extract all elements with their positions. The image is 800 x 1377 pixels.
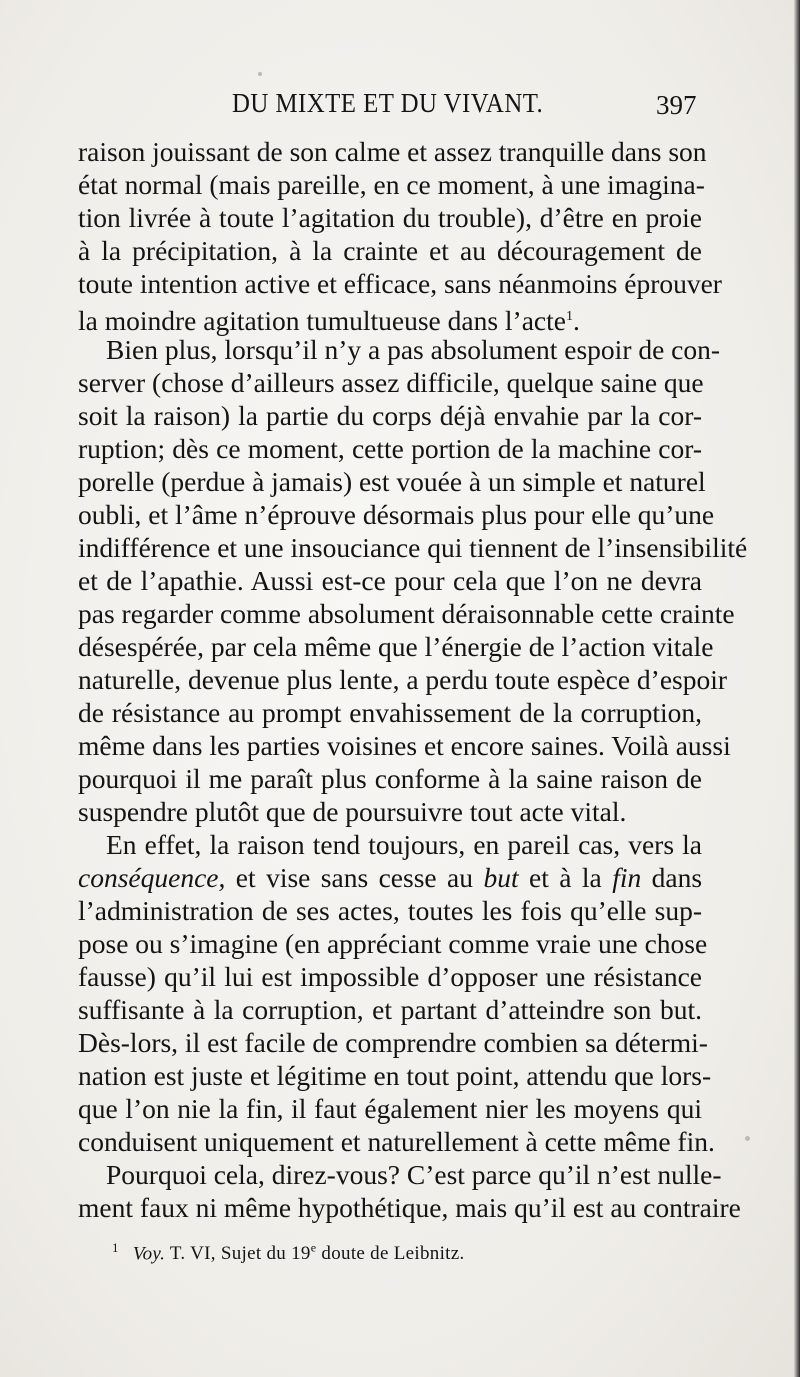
- text-line: pourquoi il me paraît plus conforme à la saine raison de: [78, 763, 702, 794]
- text-line: oubli, et l’âme n’éprouve désormais plus pour elle qu’une: [78, 499, 715, 530]
- text-line: nation est juste et légitime en tout point, attendu que lors-: [78, 1060, 712, 1091]
- text-line: toute intention active et efficace, sans néanmoins éprouver: [78, 268, 722, 299]
- paper-speck: [258, 72, 262, 76]
- page-number: 397: [656, 90, 697, 120]
- text-line: suffisante à la corruption, et partant d’atteindre son but.: [78, 994, 702, 1025]
- text-line: pose ou s’imagine (en appréciant comme vraie une chose: [78, 928, 708, 959]
- text-line: Dès-lors, il est facile de comprendre combien sa détermi-: [78, 1027, 708, 1058]
- running-head: [0, 88, 800, 128]
- text-line: server (chose d’ailleurs assez difficile, quelque saine que: [78, 367, 704, 398]
- word: sans: [320, 862, 369, 893]
- text-line: tion livrée à toute l’agitation du trouble), d’être en proie: [78, 202, 702, 233]
- text-line: suspendre plutôt que de poursuivre tout acte vital.: [78, 796, 627, 827]
- word: à: [559, 862, 572, 893]
- footnote-mark: 1: [112, 1240, 119, 1255]
- word: dans: [651, 862, 703, 893]
- word: cesse: [378, 862, 437, 893]
- text-line: désespérée, par cela même que l’énergie de l’action vitale: [78, 631, 714, 662]
- text-line: porelle (perdue à jamais) est vouée à un simple et naturel: [78, 466, 706, 497]
- text-line: indifférence et une insouciance qui tiennent de l’insensibilité: [78, 532, 748, 563]
- text-line: même dans les parties voisines et encore saines. Voilà aussi: [78, 730, 731, 761]
- word: fin: [612, 862, 642, 893]
- word: but: [483, 862, 519, 893]
- text-line: conduisent uniquement et naturellement à cette même fin.: [78, 1126, 715, 1157]
- text-line: ruption; dès ce moment, cette portion de la machine cor-: [78, 433, 702, 464]
- text-line: pas regarder comme absolument déraisonnable cette crainte: [78, 598, 735, 629]
- footnote: [112, 1240, 465, 1265]
- text-line: ment faux ni même hypothétique, mais qu’il est au contraire: [78, 1192, 741, 1223]
- text-line: la moindre agitation tumultueuse dans l’acte$^1$.: [78, 305, 580, 337]
- word: conséquence,: [78, 862, 226, 893]
- text-line: et de l’apathie. Aussi est-ce pour cela que l’on ne devra: [78, 565, 702, 596]
- footnote-text: T. VI, Sujet du 19e doute de Leibnitz.: [169, 1241, 465, 1265]
- word: au: [447, 862, 474, 893]
- text-line: que l’on nie la fin, il faut également nier les moyens qui: [78, 1093, 702, 1124]
- word: et: [529, 862, 549, 893]
- text-line: Pourquoi cela, direz-vous? C’est parce qu’il n’est nulle-: [106, 1159, 722, 1190]
- running-head-title: DU MIXTE ET DU VIVANT.: [232, 88, 544, 118]
- text-line: état normal (mais pareille, en ce moment, à une imagina-: [78, 169, 705, 200]
- text-line: naturelle, devenue plus lente, a perdu toute espèce d’espoir: [78, 664, 728, 695]
- text-line: fausse) qu’il lui est impossible d’opposer une résistance: [78, 961, 702, 992]
- text-line: à la précipitation, à la crainte et au découragement de: [78, 235, 702, 266]
- word: la: [581, 862, 602, 893]
- paper-speck: [745, 1136, 750, 1141]
- text-line: soit la raison) la partie du corps déjà envahie par la cor-: [78, 400, 702, 431]
- text-line: En effet, la raison tend toujours, en pareil cas, vers la: [106, 829, 702, 860]
- footnote-abbrev: Voy.: [132, 1243, 166, 1265]
- word: et: [235, 862, 256, 893]
- page-edge-shadow: [794, 0, 800, 1377]
- text-line: raison jouissant de son calme et assez tranquille dans son: [78, 136, 707, 167]
- text-line: Bien plus, lorsqu’il n’y a pas absolument espoir de con-: [106, 334, 721, 365]
- body-text: [78, 135, 748, 1224]
- text-line: [78, 861, 702, 894]
- text-line: l’administration de ses actes, toutes les fois qu’elle sup-: [78, 895, 702, 926]
- word: vise: [266, 862, 311, 893]
- text-line: de résistance au prompt envahissement de la corruption,: [78, 697, 702, 728]
